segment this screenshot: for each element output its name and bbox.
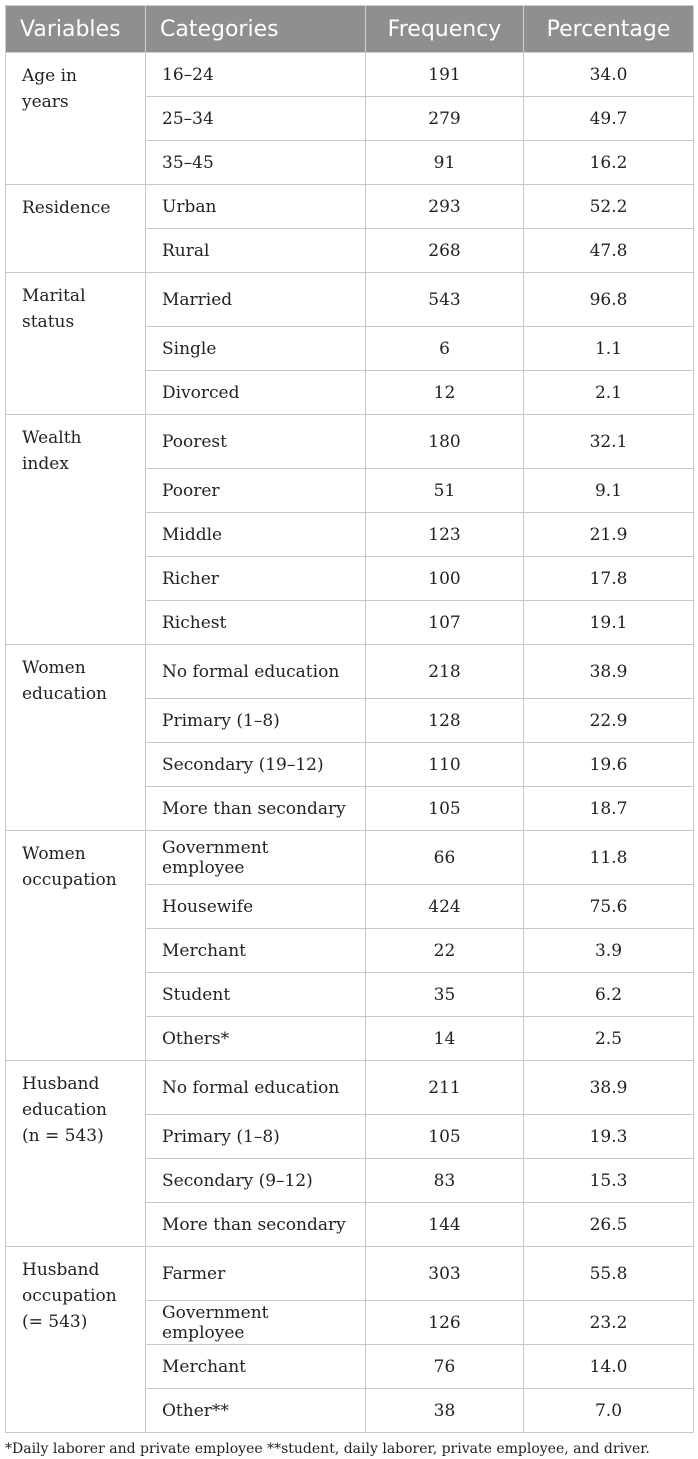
category-cell: Secondary (9–12) bbox=[146, 1159, 366, 1203]
category-cell: Richest bbox=[146, 601, 366, 645]
category-cell: Merchant bbox=[146, 1345, 366, 1389]
percentage-cell: 34.0 bbox=[524, 53, 694, 97]
percentage-cell: 32.1 bbox=[524, 415, 694, 469]
frequency-cell: 128 bbox=[366, 699, 524, 743]
frequency-cell: 424 bbox=[366, 885, 524, 929]
category-cell: Middle bbox=[146, 513, 366, 557]
percentage-cell: 2.5 bbox=[524, 1017, 694, 1061]
percentage-cell: 7.0 bbox=[524, 1389, 694, 1433]
variable-cell: Women education bbox=[6, 645, 146, 831]
header-percentage: Percentage bbox=[524, 6, 694, 53]
header-frequency: Frequency bbox=[366, 6, 524, 53]
category-cell: More than secondary bbox=[146, 787, 366, 831]
table-header bbox=[6, 6, 694, 53]
category-cell: Married bbox=[146, 273, 366, 327]
frequency-cell: 218 bbox=[366, 645, 524, 699]
frequency-cell: 100 bbox=[366, 557, 524, 601]
percentage-cell: 19.1 bbox=[524, 601, 694, 645]
category-cell: Housewife bbox=[146, 885, 366, 929]
percentage-cell: 75.6 bbox=[524, 885, 694, 929]
demographics-table bbox=[5, 5, 694, 1433]
category-cell: 35–45 bbox=[146, 141, 366, 185]
percentage-cell: 49.7 bbox=[524, 97, 694, 141]
category-cell: Student bbox=[146, 973, 366, 1017]
frequency-cell: 51 bbox=[366, 469, 524, 513]
frequency-cell: 14 bbox=[366, 1017, 524, 1061]
frequency-cell: 76 bbox=[366, 1345, 524, 1389]
frequency-cell: 180 bbox=[366, 415, 524, 469]
category-cell: Government employee bbox=[146, 1301, 366, 1345]
percentage-cell: 9.1 bbox=[524, 469, 694, 513]
table-body bbox=[6, 53, 694, 1433]
percentage-cell: 6.2 bbox=[524, 973, 694, 1017]
header-row bbox=[6, 6, 694, 53]
percentage-cell: 55.8 bbox=[524, 1247, 694, 1301]
frequency-cell: 144 bbox=[366, 1203, 524, 1247]
percentage-cell: 22.9 bbox=[524, 699, 694, 743]
frequency-cell: 191 bbox=[366, 53, 524, 97]
frequency-cell: 211 bbox=[366, 1061, 524, 1115]
frequency-cell: 105 bbox=[366, 787, 524, 831]
frequency-cell: 38 bbox=[366, 1389, 524, 1433]
table-row bbox=[6, 185, 694, 229]
frequency-cell: 83 bbox=[366, 1159, 524, 1203]
category-cell: Poorer bbox=[146, 469, 366, 513]
frequency-cell: 91 bbox=[366, 141, 524, 185]
category-cell: Primary (1–8) bbox=[146, 1115, 366, 1159]
percentage-cell: 21.9 bbox=[524, 513, 694, 557]
header-categories: Categories bbox=[146, 6, 366, 53]
percentage-cell: 16.2 bbox=[524, 141, 694, 185]
percentage-cell: 1.1 bbox=[524, 327, 694, 371]
percentage-cell: 26.5 bbox=[524, 1203, 694, 1247]
category-cell: 25–34 bbox=[146, 97, 366, 141]
table-row bbox=[6, 1247, 694, 1301]
percentage-cell: 11.8 bbox=[524, 831, 694, 885]
frequency-cell: 107 bbox=[366, 601, 524, 645]
category-cell: Other** bbox=[146, 1389, 366, 1433]
category-cell: Divorced bbox=[146, 371, 366, 415]
header-variables: Variables bbox=[6, 6, 146, 53]
percentage-cell: 23.2 bbox=[524, 1301, 694, 1345]
frequency-cell: 543 bbox=[366, 273, 524, 327]
variable-cell: Husband occupation (= 543) bbox=[6, 1247, 146, 1433]
category-cell: Single bbox=[146, 327, 366, 371]
variable-cell: Residence bbox=[6, 185, 146, 273]
category-cell: Rural bbox=[146, 229, 366, 273]
variable-cell: Wealth index bbox=[6, 415, 146, 645]
frequency-cell: 35 bbox=[366, 973, 524, 1017]
table-row bbox=[6, 415, 694, 469]
table-row bbox=[6, 1061, 694, 1115]
frequency-cell: 268 bbox=[366, 229, 524, 273]
percentage-cell: 3.9 bbox=[524, 929, 694, 973]
table-row bbox=[6, 53, 694, 97]
percentage-cell: 17.8 bbox=[524, 557, 694, 601]
variable-cell: Age in years bbox=[6, 53, 146, 185]
category-cell: Secondary (19–12) bbox=[146, 743, 366, 787]
percentage-cell: 15.3 bbox=[524, 1159, 694, 1203]
percentage-cell: 52.2 bbox=[524, 185, 694, 229]
table-row bbox=[6, 831, 694, 885]
percentage-cell: 19.6 bbox=[524, 743, 694, 787]
variable-cell: Women occupation bbox=[6, 831, 146, 1061]
category-cell: Urban bbox=[146, 185, 366, 229]
category-cell: Government employee bbox=[146, 831, 366, 885]
table-footnote: *Daily laborer and private employee **student, daily laborer, private employee, and driver. bbox=[5, 1441, 650, 1457]
frequency-cell: 126 bbox=[366, 1301, 524, 1345]
category-cell: Farmer bbox=[146, 1247, 366, 1301]
category-cell: Merchant bbox=[146, 929, 366, 973]
category-cell: Primary (1–8) bbox=[146, 699, 366, 743]
category-cell: Richer bbox=[146, 557, 366, 601]
category-cell: Others* bbox=[146, 1017, 366, 1061]
frequency-cell: 6 bbox=[366, 327, 524, 371]
percentage-cell: 38.9 bbox=[524, 645, 694, 699]
frequency-cell: 12 bbox=[366, 371, 524, 415]
frequency-cell: 303 bbox=[366, 1247, 524, 1301]
category-cell: No formal education bbox=[146, 1061, 366, 1115]
percentage-cell: 38.9 bbox=[524, 1061, 694, 1115]
table-row bbox=[6, 645, 694, 699]
category-cell: More than secondary bbox=[146, 1203, 366, 1247]
category-cell: Poorest bbox=[146, 415, 366, 469]
table-container bbox=[5, 5, 693, 1457]
variable-cell: Marital status bbox=[6, 273, 146, 415]
percentage-cell: 19.3 bbox=[524, 1115, 694, 1159]
category-cell: No formal education bbox=[146, 645, 366, 699]
frequency-cell: 279 bbox=[366, 97, 524, 141]
frequency-cell: 22 bbox=[366, 929, 524, 973]
percentage-cell: 18.7 bbox=[524, 787, 694, 831]
frequency-cell: 110 bbox=[366, 743, 524, 787]
category-cell: 16–24 bbox=[146, 53, 366, 97]
frequency-cell: 105 bbox=[366, 1115, 524, 1159]
percentage-cell: 96.8 bbox=[524, 273, 694, 327]
percentage-cell: 47.8 bbox=[524, 229, 694, 273]
percentage-cell: 14.0 bbox=[524, 1345, 694, 1389]
table-row bbox=[6, 273, 694, 327]
percentage-cell: 2.1 bbox=[524, 371, 694, 415]
frequency-cell: 293 bbox=[366, 185, 524, 229]
frequency-cell: 66 bbox=[366, 831, 524, 885]
variable-cell: Husband education (n = 543) bbox=[6, 1061, 146, 1247]
frequency-cell: 123 bbox=[366, 513, 524, 557]
